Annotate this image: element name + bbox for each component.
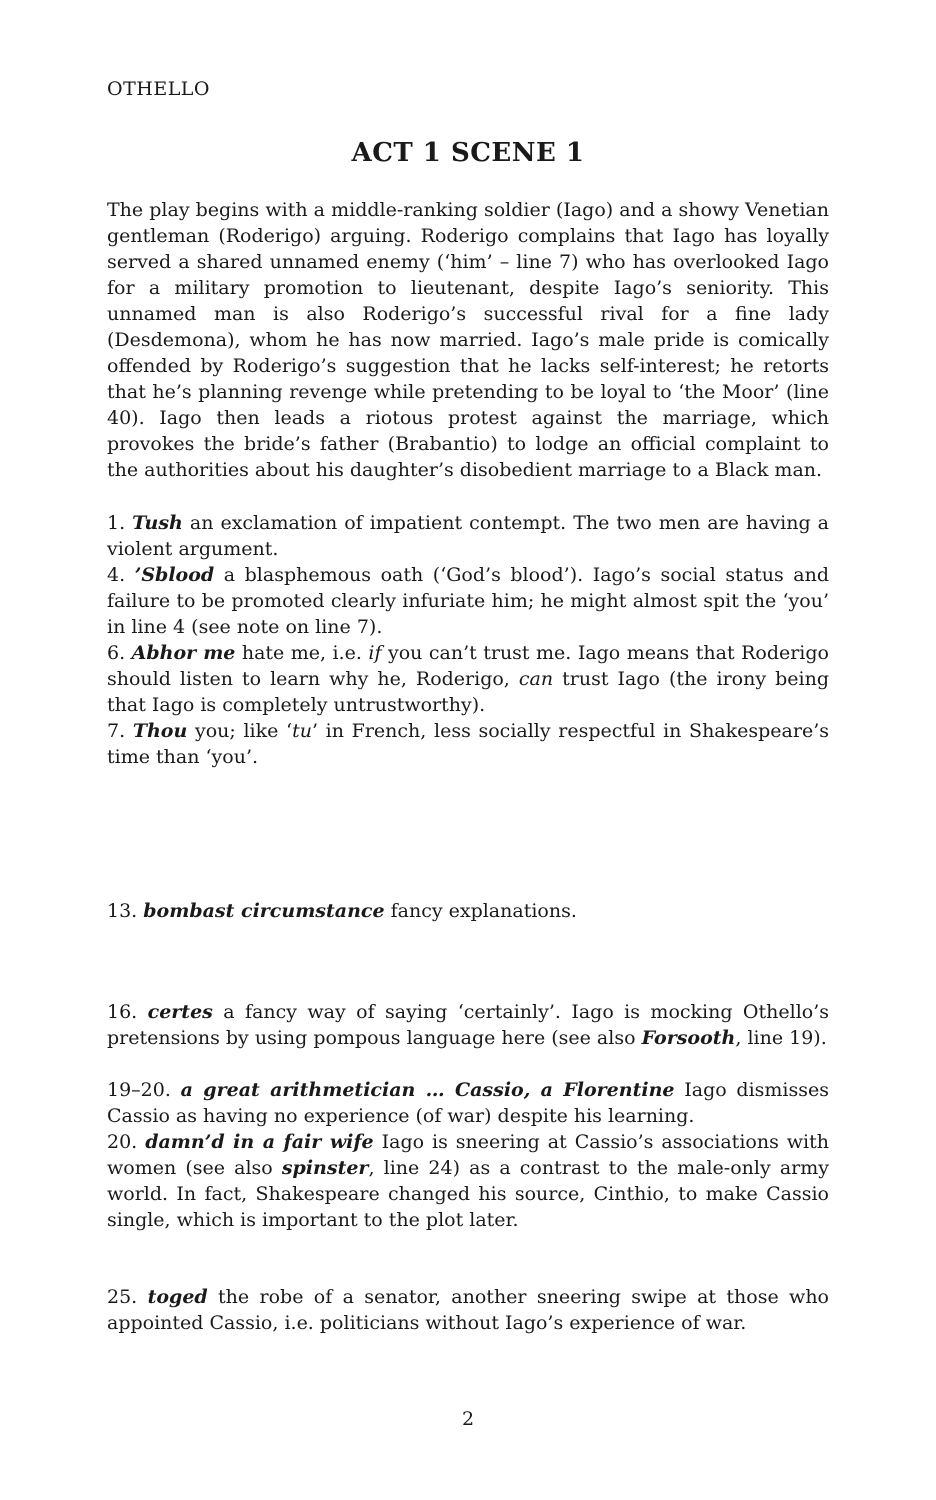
note-line-20 [107, 1129, 829, 1233]
note-lemma: Tush [132, 512, 183, 534]
notes-block-13 [107, 898, 829, 924]
note-text: the robe of a senator, another sneering swipe at those who appointed Cassio, i.e. politicians without Iago’s experience of war. [107, 1286, 829, 1334]
note-cross-reference: Forsooth [641, 1027, 736, 1049]
note-text: Iago dismisses Cassio as having no experience (of war) despite his learning. [107, 1079, 830, 1127]
note-line-13 [107, 898, 829, 924]
note-line-7 [107, 718, 829, 770]
note-number: 1. [107, 512, 126, 534]
note-text: Iago is sneering at Cassio’s associations with women (see also [107, 1131, 829, 1179]
note-number: 20. [107, 1131, 138, 1153]
note-text: you can’t trust me. Iago means that Roderigo should listen to learn why he, Roderigo, [107, 642, 829, 690]
note-number: 13. [107, 900, 138, 922]
notes-block-25 [107, 1284, 829, 1336]
note-text: you; like ‘ [187, 720, 293, 742]
note-number: 6. [107, 642, 126, 664]
scene-title: ACT 1 SCENE 1 [351, 138, 585, 168]
note-lemma: Thou [132, 720, 188, 742]
note-number: 7. [107, 720, 126, 742]
scene-summary: The play begins with a middle-ranking soldier (Iago) and a showy Venetian gentleman (Roderigo) arguing. Roderigo complains that Iago has loyally served a shared unnamed enemy (‘him’ – line 7) who has overlooked Iago for a military promotion to lieutenant, despite Iago’s seniority. This unnamed man is also Roderigo’s successful rival for a fine lady (Desdemona), whom he has now married. Iago’s male pride is comically offended by Roderigo’s suggestion that he lacks self-interest; he retorts that he’s planning revenge while pretending to be loyal to ‘the Moor’ (line 40). Iago then leads a riotous protest against the marriage, which provokes the bride’s father (Brabantio) to lodge an official complaint to the authorities about his daughter’s disobedient marriage to a Black man. [107, 199, 829, 481]
note-line-19-20 [107, 1077, 829, 1129]
note-lemma: ’Sblood [134, 564, 215, 586]
note-number: 4. [107, 564, 126, 586]
notes-block-16 [107, 999, 829, 1051]
note-line-16 [107, 999, 829, 1051]
note-number: 25. [107, 1286, 138, 1308]
note-cross-reference: spinster [281, 1157, 369, 1179]
note-lemma: damn’d in a fair wife [145, 1131, 374, 1153]
note-lemma: bombast circumstance [143, 900, 385, 922]
note-line-6 [107, 640, 829, 718]
note-number: 19–20. [107, 1079, 171, 1101]
note-text: fancy explanations. [384, 900, 577, 922]
note-text: a fancy way of saying ‘certainly’. Iago is mocking Othello’s pretensions by using pompous language here (see also [107, 1001, 829, 1049]
notes-block-1 [107, 510, 829, 770]
note-emphasis: can [518, 668, 554, 690]
note-text: , line 19). [735, 1027, 827, 1049]
note-text: an exclamation of impatient contempt. The two men are having a violent argument. [107, 512, 829, 560]
note-number: 16. [107, 1001, 138, 1023]
note-lemma: toged [147, 1286, 208, 1308]
note-text: hate me, i.e. [235, 642, 369, 664]
note-text: ’ in French, less socially respectful in Shakespeare’s time than ‘you’. [107, 720, 829, 768]
note-text: a blasphemous oath (‘God’s blood’). Iago’s social status and failure to be promoted clearly infuriate him; he might almost spit the ‘you’ in line 4 (see note on line 7). [107, 564, 829, 638]
page-number: 2 [461, 1408, 475, 1430]
note-line-25 [107, 1284, 829, 1336]
note-text: , line 24) as a contrast to the male-only army world. In fact, Shakespeare changed his source, Cinthio, to make Cassio single, which is important to the plot later. [107, 1157, 829, 1231]
note-lemma: certes [147, 1001, 213, 1023]
running-head: OTHELLO [107, 78, 210, 100]
note-line-4 [107, 562, 829, 640]
note-emphasis: if [368, 642, 382, 664]
note-emphasis: tu [292, 720, 312, 742]
note-lemma: a great arithmetician … Cassio, a Florentine [180, 1079, 675, 1101]
note-lemma: Abhor me [131, 642, 236, 664]
note-text: trust Iago (the irony being that Iago is completely untrustworthy). [107, 668, 829, 716]
notes-block-19-20 [107, 1077, 829, 1233]
note-line-1 [107, 510, 829, 562]
